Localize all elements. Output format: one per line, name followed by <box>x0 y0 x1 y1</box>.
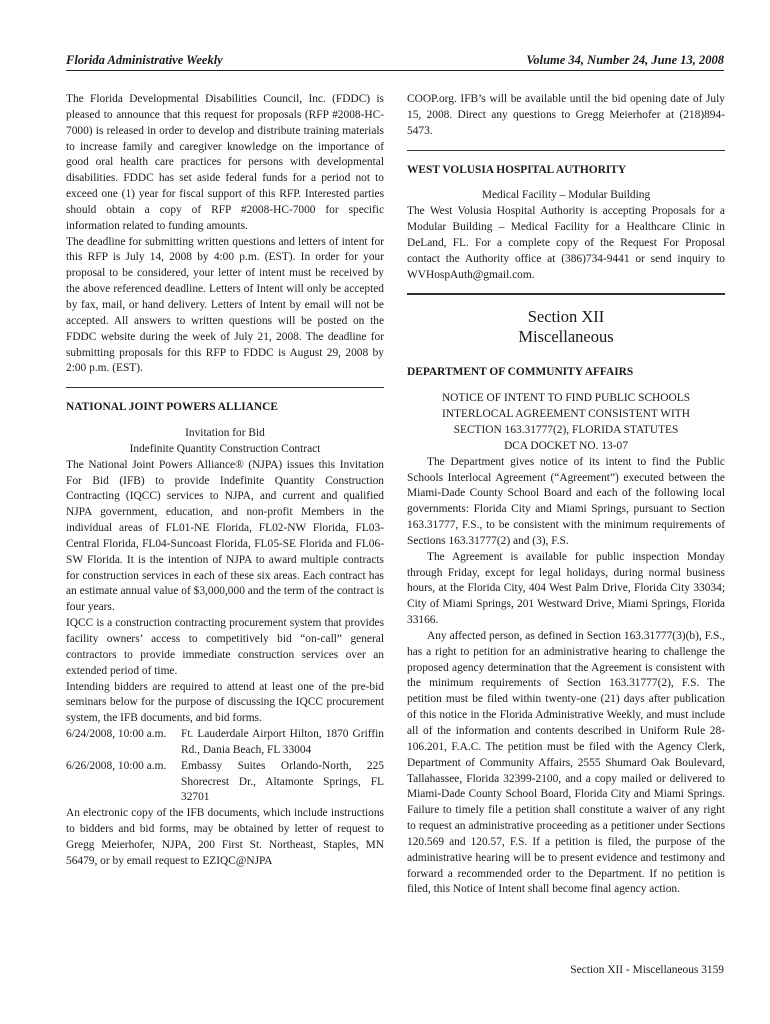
seminar-location: Embassy Suites Orlando-North, 225 Shorecrest Dr., Altamonte Springs, FL 32701 <box>181 759 384 804</box>
agency-heading-dca: DEPARTMENT OF COMMUNITY AFFAIRS <box>407 366 634 379</box>
agency-heading-wvha: WEST VOLUSIA HOSPITAL AUTHORITY <box>407 163 627 176</box>
section-divider <box>66 387 384 388</box>
right-column <box>407 92 725 898</box>
njpa-subtitle-1: Invitation for Bid <box>185 427 265 440</box>
notice-title-line: SECTION 163.31777(2), FLORIDA STATUTES <box>453 423 679 436</box>
dca-paragraph-3: Any affected person, as defined in Section 163.31777(3)(b), F.S., has a right to petition for an administrative hearing to challenge the proposed agency determination that the Agreement is consistent with the minimum requirements of Section 163.31777(2), F.S. The petition must be filed within twenty-one (21) days after publication of this notice in the Florida Administrative Weekly, and must include all of the information and contents described in Uniform Rule 28-106.201, F.A.C. The petition must be filed with the Agency Clerk, Department of Community Affairs, 2555 Shumard Oak Boulevard, Tallahassee, Florida 32399-2100, and a copy mailed or delivered to Miami-Dade County School Board, Florida City and Miami Springs. Failure to timely file a petition shall constitute a waiver of any right to request an administrative proceeding as a petitioner under Sections 120.569 and 120.57, F.S. If a petition is filed, the purpose of the administrative hearing will be to present evidence and testimony and forward a recommended order to the Department. If no petition is filed, this Notice of Intent shall become final agency action. <box>407 629 725 896</box>
njpa-continuation: COOP.org. IFB’s will be available until the bid opening date of July 15, 2008. Direct any questions to Gregg Meierhofer at (218)894-5473. <box>407 93 725 137</box>
dca-paragraph-2: The Agreement is available for public inspection Monday through Friday, except for legal holidays, during normal business hours, at the Florida City, 404 West Palm Drive, Florida City 33034; City of Miami Springs, 201 Westward Drive, Miami Springs, Florida 33166. <box>407 550 725 627</box>
section-heading <box>407 307 725 347</box>
volume-info: Volume 34, Number 24, June 13, 2008 <box>526 53 724 67</box>
seminar-date: 6/26/2008, 10:00 a.m. <box>66 759 167 772</box>
njpa-paragraph-4: An electronic copy of the IFB documents, which include instructions to bidders and bid forms, may be obtained by letter of request to Gregg Meierhofer, NJPA, 200 First St. Northeast, Staples, MN 56479, or by email request to EZIQC@NJPA <box>66 807 384 867</box>
notice-title-line: INTERLOCAL AGREEMENT CONSISTENT WITH <box>442 408 690 421</box>
section-divider <box>407 150 725 151</box>
journal-title: Florida Administrative Weekly <box>66 53 223 67</box>
seminar-row <box>66 727 384 759</box>
section-name: Miscellaneous <box>518 327 614 347</box>
njpa-paragraph-2: IQCC is a construction contracting procurement system that provides facility owners’ access to competitively bid “on-call” general contractors to provide immediate construction services over an extended period of time. <box>66 617 384 677</box>
page-footer: Section XII - Miscellaneous 3159 <box>570 964 724 976</box>
left-column <box>66 92 384 870</box>
wvha-paragraph: The West Volusia Hospital Authority is accepting Proposals for a Modular Building – Medical Facility for a Healthcare Clinic in DeLand, FL. For a complete copy of the Request For Proposal contact the Authority office at (386)734-9441 or send inquiry to WVHospAuth@gmail.com. <box>407 205 725 281</box>
page-header <box>66 50 724 71</box>
section-divider <box>407 293 725 295</box>
agency-heading-njpa: NATIONAL JOINT POWERS ALLIANCE <box>66 401 278 414</box>
fddc-paragraph-1: The Florida Developmental Disabilities Council, Inc. (FDDC) is pleased to announce that this request for proposals (RFP #2008-HC-7000) is released in order to develop and distribute training materials to increase family and caregiver knowledge on the importance of good oral health care practices for persons with developmental disabilities. FDDC has set aside federal funds for a period not to exceed one (1) year for fiscal support of this RFP. Interested parties should obtain a copy of RFP #2008-HC-7000 for specific information related to funding amounts. <box>66 93 384 232</box>
seminar-date: 6/24/2008, 10:00 a.m. <box>66 728 167 741</box>
fddc-paragraph-2: The deadline for submitting written questions and letters of intent for this RFP is July 14, 2008 by 4:00 p.m. (EST). In order for your proposal to be considered, your letter of intent must be received by the above referenced deadline. Letters of Intent will only be accepted by fax, mail, or hand delivery. Letters of Intent by email will not be accepted. All answers to written questions will be posted on the FDDC website during the week of July 21, 2008. The deadline for submitting proposals for this RFP to FDDC is August 29, 2008 by 2:00 p.m. (EST). <box>66 235 384 375</box>
seminar-location: Ft. Lauderdale Airport Hilton, 1870 Griffin Rd., Dania Beach, FL 33004 <box>181 728 384 756</box>
seminar-row <box>66 759 384 807</box>
njpa-subtitle-2: Indefinite Quantity Construction Contract <box>129 442 321 455</box>
njpa-paragraph-3: Intending bidders are required to attend at least one of the pre-bid seminars below for the purpose of discussing the IQCC procurement system, the IFB documents, and bid forms. <box>66 680 384 725</box>
wvha-subtitle: Medical Facility – Modular Building <box>481 189 651 202</box>
njpa-paragraph-1: The National Joint Powers Alliance® (NJPA) issues this Invitation For Bid (IFB) to provide Indefinite Quantity Construction Contracting (IQCC) services to NJPA, and current and qualified NJPA government, education, and non-profit Members in the individual areas of FL01-NE Florida, FL02-NW Florida, FL03-Central Florida, FL04-Suncoast Florida, FL05-SE Florida and FL06-SW Florida. It is the intention of NJPA to award multiple contracts for construction services in each of these six areas. Each contract has an estimate annual value of $3,000,000 and the term of the contract is four years. <box>66 458 384 614</box>
docket-number: DCA DOCKET NO. 13-07 <box>504 439 628 452</box>
dca-paragraph-1: The Department gives notice of its intent to find the Public Schools Interlocal Agreement (“Agreement”) executed between the Miami-Dade County School Board and each of the following local governments: Florida City and Miami Springs, pursuant to Section 163.31777, F.S., to be consistent with the minimum requirements of Sections 163.31777(2) and (3), F.S. <box>407 455 725 547</box>
notice-title-line: NOTICE OF INTENT TO FIND PUBLIC SCHOOLS <box>441 392 691 405</box>
section-number: Section XII <box>527 307 605 327</box>
